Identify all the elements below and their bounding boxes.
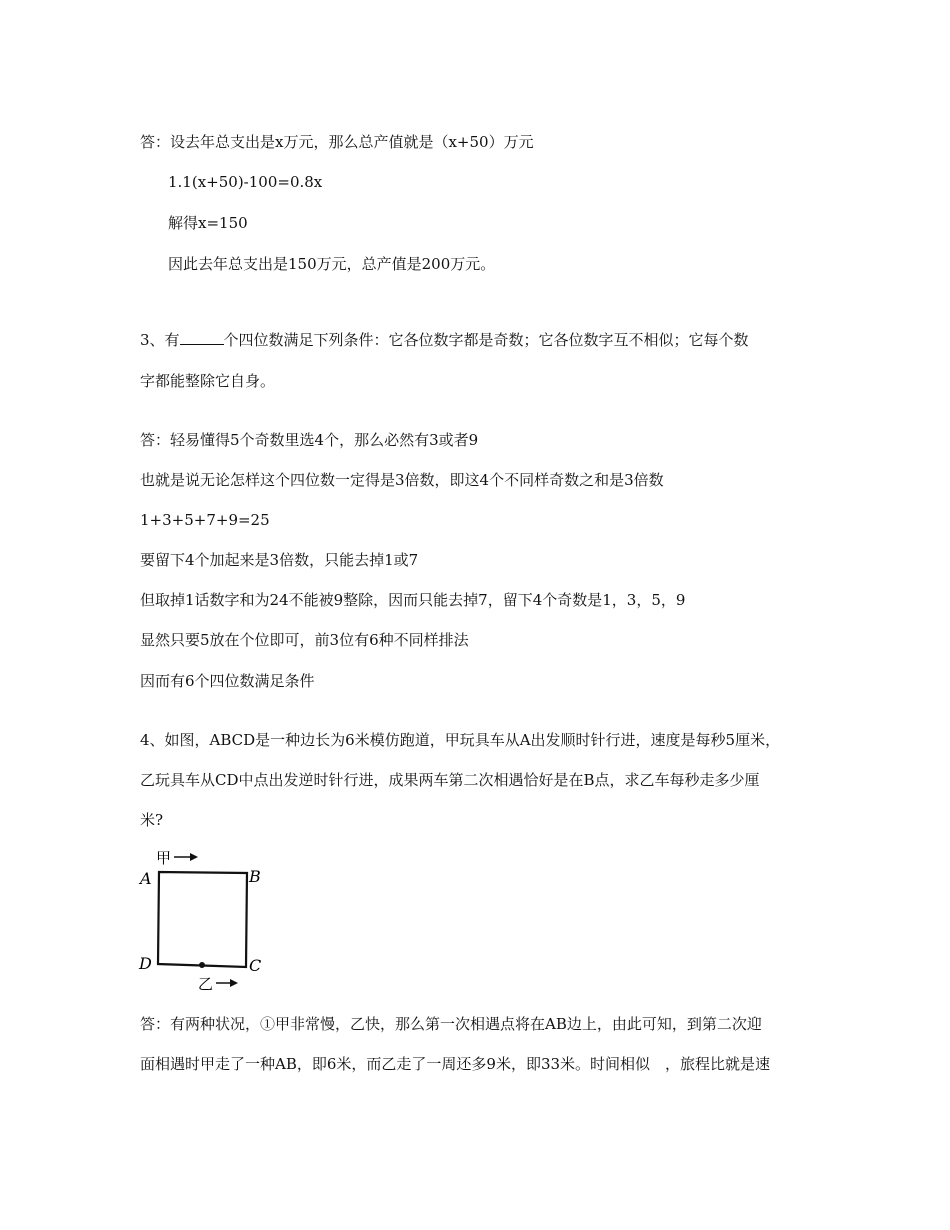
question3-suffix: 个四位数满足下列条件：它各位数字都是奇数；它各位数字互不相似；它每个数 xyxy=(223,331,749,349)
question3-line2: 字都能整除它自身。 xyxy=(140,372,276,390)
question3-prefix: 3、有 xyxy=(140,331,180,349)
answer3-line: 但取掉1话数字和为24不能被9整除，因而只能去掉7，留下4个奇数是1，3，5，9 xyxy=(140,591,686,609)
answer3-line: 因而有6个四位数满足条件 xyxy=(140,672,315,690)
answer2-intro: 答：设去年总支出是x万元，那么总产值就是（x+50）万元 xyxy=(140,133,534,151)
answer3-line: 1+3+5+7+9=25 xyxy=(140,511,270,529)
answer2-equation: 1.1(x+50)-100=0.8x xyxy=(168,173,323,191)
track-square xyxy=(158,872,247,967)
vertex-b-label: B xyxy=(249,867,261,886)
question3-line1 xyxy=(140,330,749,350)
car-yi-label: 乙 xyxy=(198,975,214,993)
arrow-head-icon xyxy=(230,979,238,987)
question4-line: 乙玩具车从CD中点出发逆时针行进，成果两车第二次相遇恰好是在B点，求乙车每秒走多少厘 xyxy=(140,771,760,789)
answer2-conclusion: 因此去年总支出是150万元，总产值是200万元。 xyxy=(168,255,496,273)
car-jia-label: 甲 xyxy=(156,849,172,867)
answer4-line: 答：有两种状况，①甲非常慢，乙快，那么第一次相遇点将在AB边上，由此可知，到第二次迎 xyxy=(140,1015,762,1033)
answer3-line: 也就是说无论怎样这个四位数一定得是3倍数，即这4个不同样奇数之和是3倍数 xyxy=(140,471,664,489)
answer4-line: 面相遇时甲走了一种AB，即6米，而乙走了一周还多9米，即33米。时间相似 ，旅程比就是速 xyxy=(140,1055,771,1073)
vertex-a-label: A xyxy=(140,869,152,888)
vertex-c-label: C xyxy=(249,956,262,975)
question4-line: 4、如图，ABCD是一种边长为6米模仿跑道，甲玩具车从A出发顺时针行进，速度是每秒5厘米， xyxy=(140,731,781,749)
answer3-line: 要留下4个加起来是3倍数，只能去掉1或7 xyxy=(140,551,419,569)
answer3-line: 显然只要5放在个位即可，前3位有6种不同样排法 xyxy=(140,631,469,649)
answer3-line: 答：轻易懂得5个奇数里选4个，那么必然有3或者9 xyxy=(140,431,479,449)
answer2-solution: 解得x=150 xyxy=(168,214,248,232)
answer-blank xyxy=(180,330,224,345)
question4-line: 米? xyxy=(140,811,164,829)
track-figure xyxy=(132,846,282,996)
cd-midpoint xyxy=(199,962,205,968)
vertex-d-label: D xyxy=(139,954,152,973)
arrow-head-icon xyxy=(190,853,198,861)
